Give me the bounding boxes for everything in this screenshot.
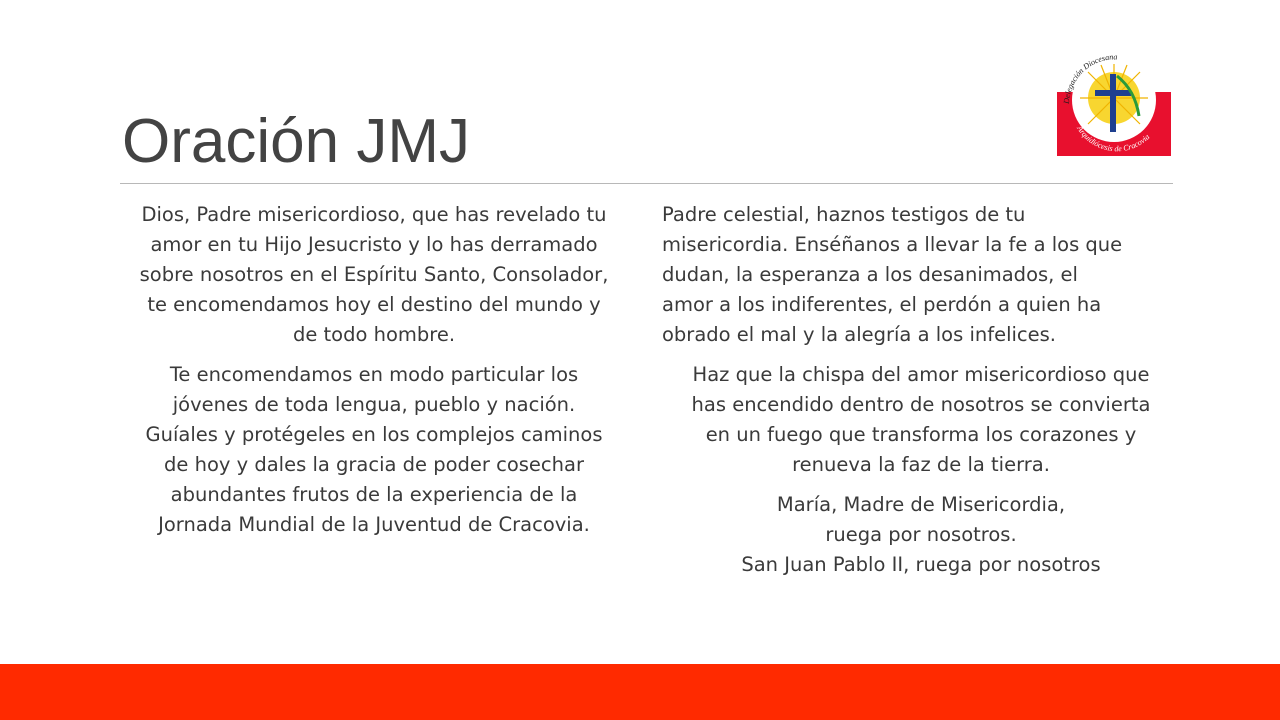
text-line: María, Madre de Misericordia, [776,493,1066,516]
prayer-left-column [112,200,636,550]
prayer-paragraph [662,200,1180,350]
text-line: abundantes frutos de la experiencia de la [170,483,578,506]
text-line: Haz que la chispa del amor misericordioso que [692,363,1150,386]
logo-cross-vertical [1110,74,1116,132]
text-line: amor en tu Hijo Jesucristo y lo has derramado [150,233,598,256]
text-line: te encomendamos hoy el destino del mundo y [147,293,601,316]
prayer-paragraph [112,360,636,540]
title-divider [120,183,1173,184]
text-line: Padre celestial, haznos testigos de tu [662,203,1026,226]
slide-title: Oración JMJ [122,107,470,176]
prayer-paragraph [662,360,1180,480]
text-line: de todo hombre. [292,323,456,346]
text-line: sobre nosotros en el Espíritu Santo, Consolador, [139,263,609,286]
text-line: ruega por nosotros. [825,523,1017,546]
text-line: Dios, Padre misericordioso, que has revelado tu [141,203,607,226]
text-line: jóvenes de toda lengua, pueblo y nación. [172,393,576,416]
prayer-right-column [662,200,1180,590]
text-line: amor a los indiferentes, el perdón a quien ha [662,293,1102,316]
text-line: has encendido dentro de nosotros se convierta [691,393,1151,416]
text-line: en un fuego que transforma los corazones y [705,423,1137,446]
text-line: dudan, la esperanza a los desanimados, el [662,263,1078,286]
footer-accent-bar [0,664,1280,720]
logo-cross-horizontal [1095,90,1131,96]
text-line: renueva la faz de la tierra. [792,453,1050,476]
text-line: San Juan Pablo II, ruega por nosotros [741,553,1101,576]
text-line: Te encomendamos en modo particular los [169,363,579,386]
logo-arc-text-top: Delegación Diocesana [1061,52,1118,105]
text-line: Jornada Mundial de la Juventud de Cracovia. [158,513,590,536]
prayer-closing [662,490,1180,580]
text-line: misericordia. Enséñanos a llevar la fe a los que [662,233,1123,256]
prayer-paragraph [112,200,636,350]
logo-arc-text-bottom: Arquidiócesis de Cracovia [1075,124,1152,154]
diocese-logo-icon [1055,40,1173,158]
text-line: obrado el mal y la alegría a los infelices. [662,323,1056,346]
text-line: de hoy y dales la gracia de poder cosechar [164,453,584,476]
text-line: Guíales y protégeles en los complejos caminos [145,423,603,446]
